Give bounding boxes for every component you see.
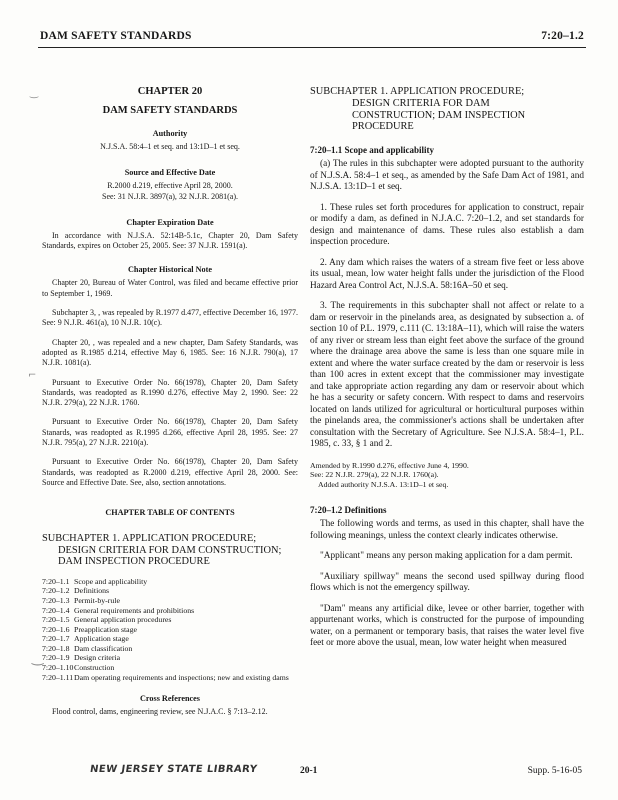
toc-number: 7:20–1.5 [42,615,70,625]
toc-title: Construction [74,663,115,673]
cross-references-text: Flood control, dams, engineering review, see N.J.A.C. § 7:13–2.12. [52,707,268,717]
toc-subchapter-line: DAM INSPECTION PROCEDURE [58,556,210,568]
authority-heading: Authority [152,129,188,138]
history-note: Chapter 20, , was repealed and a new chapter, Dam Safety Standards, was adopted as R.1985 d.214, effective May 6, 1985. See: 16 N.J.R. 790(a), 17 N.J.R. 1081(a). [42,337,298,368]
toc-subchapter-heading [42,533,298,568]
amendment-line: Added authority N.J.S.A. 13:1D–1 et seq. [318,479,449,489]
history-note: Chapter 20, Bureau of Water Control, was filed and became effective prior to September 1, 1969. [42,278,298,298]
toc-title: Design criteria [74,653,121,663]
toc-number: 7:20–1.4 [42,605,70,615]
toc-title: Dam classification [74,643,133,653]
section-paragraph: (a) The rules in this subchapter were adopted pursuant to the authority of N.J.S.A. 58:4–1 et seq., as amended by the Safe Dam Act of 1981, and N.J.S.A. 13:1D–1 et seq. [310,159,584,193]
toc-number: 7:20–1.7 [42,634,70,644]
toc-number: 7:20–1.6 [42,624,70,634]
toc-subchapter-line: DESIGN CRITERIA FOR DAM CONSTRUCTION; [58,544,282,556]
margin-mark: ‿ [30,88,39,99]
toc-number: 7:20–1.9 [42,653,70,663]
subchapter-line: SUBCHAPTER 1. APPLICATION PROCEDURE; [310,86,525,97]
subchapter-line: PROCEDURE [352,121,414,133]
supplement-date: Supp. 5-16-05 [527,766,582,776]
toc-entry[interactable] [42,663,298,673]
expiration-text: In accordance with N.J.S.A. 52:14B-5.1c, Chapter 20, Dam Safety Standards, expires on October 25, 2005. See: 37 N.J.R. 1591(a). [42,230,298,251]
toc-number: 7:20–1.11 [42,672,74,682]
toc-entry[interactable] [42,577,298,587]
toc-heading: CHAPTER TABLE OF CONTENTS [105,508,235,518]
toc-title: General application procedures [74,615,172,625]
toc-title: Definitions [74,586,110,596]
toc-entry[interactable] [42,634,298,644]
definition-paragraph: "Dam" means any artificial dike, levee or other barrier, together with appurtenant works, which is constructed for the purpose of impounding water, on a permanent or temporary basis, that raises the water level five feet or more above the usual, mean, low water height when measured [310,603,584,649]
toc-title: Application stage [74,634,129,644]
margin-mark: ‿ [32,650,44,666]
cross-references-heading: Cross References [140,694,200,704]
library-stamp: NEW JERSEY STATE LIBRARY [89,764,258,775]
section-paragraph: 2. Any dam which raises the waters of a stream five feet or less above its usual, mean, low water height falls under the jurisdiction of the Flood Hazard Area Control Act, N.J.S.A. 58:16A–50 et seq. [310,257,584,291]
history-heading: Chapter Historical Note [128,265,212,275]
history-note: Pursuant to Executive Order No. 66(1978), Chapter 20, Dam Safety Standards, was readopted as R.2000 d.219, effective April 28, 2000. See: Source and Effective Date. See, also, section annotations. [42,457,298,487]
definition-paragraph: "Auxiliary spillway" means the second used spillway during flood flows which is not the emergency spillway. [310,571,584,594]
toc-entry[interactable] [42,615,298,625]
toc-number: 7:20–1.2 [42,586,70,596]
subchapter-line: DESIGN CRITERIA FOR DAM [352,97,490,109]
table-of-contents [42,577,298,683]
toc-number: 7:20–1.3 [42,595,70,605]
chapter-title: DAM SAFETY STANDARDS [102,105,238,116]
section-paragraph: 3. The requirements in this subchapter shall not affect or relate to a dam or reservoir in the pinelands area, as designated by subsection a. of section 10 of P.L. 1979, c.111 (C. 13:18A–11), which will raise the waters of any river or stream less than eight feet above the surface of the ground where the drainage area above the same is less than one square mile in extent and where the water surface created by the dam or reservoir is less than 100 acres in extent except that the commissioner may investigate and take appropriate action regarding any dam or reservoir about which he has a security or safety concern. With respect to dams and reservoirs located on lands utilized for agricultural or horticultural purposes within the pinelands area, the commissioner's actions shall be undertaken after consultation with the Secretary of Agriculture. See N.J.S.A. 58:4–1, P.L. 1985, c. 33, § 1 and 2. [310,301,584,450]
toc-title: Permit-by-rule [74,595,120,605]
history-note: Pursuant to Executive Order No. 66(1978), Chapter 20, Dam Safety Stanards, was readopted as R.1995 d.266, effective April 28, 1995. See: 27 N.J.R. 795(a), 27 N.J.R. 2210(a). [42,417,298,448]
toc-entry[interactable] [42,644,298,654]
section-paragraph: The following words and terms, as used in this chapter, shall have the following meanings, unless the context clearly indicates otherwise. [310,519,584,541]
history-note: Subchapter 3, , was repealed by R.1977 d.477, effective December 16, 1977. See: 9 N.J.R. 461(a), 10 N.J.R. 10(c). [42,308,298,328]
subchapter-heading [310,86,584,133]
history-note: Pursuant to Executive Order No. 66(1978), Chapter 20, Dam Safety Standards, was readopted as R.1990 d.276, effective May 2, 1990. See: 22 N.J.R. 279(a), 22 N.J.R. 1760. [42,377,298,408]
chapter-number: CHAPTER 20 [137,86,203,97]
toc-number: 7:20–1.10 [42,663,74,673]
header-title: DAM SAFETY STANDARDS [40,30,192,42]
header-rule [38,47,586,48]
amendment-note [310,461,584,490]
subchapter-line: CONSTRUCTION; DAM INSPECTION [352,109,526,121]
toc-entry[interactable] [42,625,298,635]
toc-entry[interactable] [42,653,298,663]
amendment-line: See: 22 N.J.R. 279(a), 22 N.J.R. 1760(a). [310,470,439,480]
toc-title: Scope and applicability [74,576,148,586]
expiration-heading: Chapter Expiration Date [126,217,214,227]
toc-entry[interactable] [42,673,298,683]
right-column [310,56,584,650]
toc-number: 7:20–1.8 [42,643,70,653]
toc-title: General requirements and prohibitions [74,605,195,615]
toc-title: Preapplication stage [74,624,138,634]
toc-entry[interactable] [42,606,298,616]
section-1-2-title: 7:20–1.2 Definitions [310,505,387,516]
source-heading: Source and Effective Date [124,168,216,178]
amendment-line: Amended by R.1990 d.276, effective June 4, 1990. [310,460,469,470]
left-column [42,56,298,718]
section-1-1-title: 7:20–1.1 Scope and applicability [310,145,435,156]
section-paragraph: 1. These rules set forth procedures for application to construct, repair or modify a dam, as defined in N.J.A.C. 7:20–1.2, and set standards for design and maintenance of dams. These rules also establish a dam inspection procedure. [310,202,584,248]
toc-number: 7:20–1.1 [42,576,70,586]
toc-entry[interactable] [42,596,298,606]
source-text-2: See: 31 N.J.R. 3897(a), 32 N.J.R. 2081(a). [102,191,238,201]
toc-title: Dam operating requirements and inspections; new and existing dams [74,672,289,682]
source-text-1: R.2000 d.219, effective April 28, 2000. [107,181,233,191]
page-footer [0,764,618,784]
authority-text: N.J.S.A. 58:4–1 et seq. and 13:1D–1 et seq. [100,142,240,151]
definition-paragraph: "Applicant" means any person making application for a dam permit. [320,551,573,562]
margin-mark: ⌐ [28,370,37,381]
toc-entry[interactable] [42,586,298,596]
page-number: 20-1 [300,766,318,776]
header-section-number: 7:20–1.2 [541,30,584,42]
toc-subchapter-line: SUBCHAPTER 1. APPLICATION PROCEDURE; [42,533,257,545]
running-header [40,30,584,46]
